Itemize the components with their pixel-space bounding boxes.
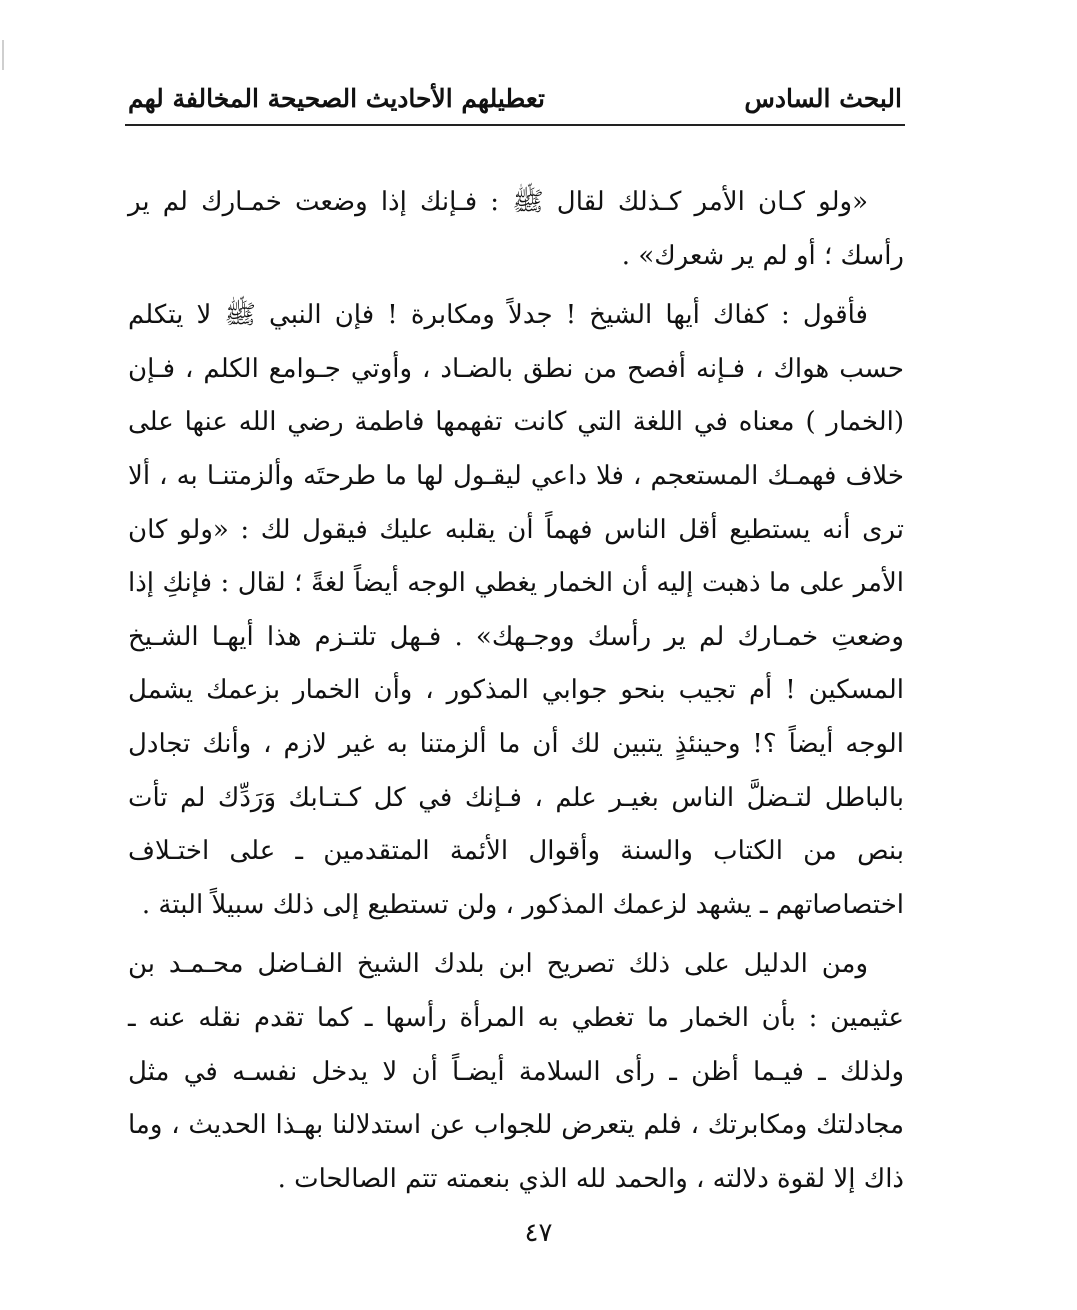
header-divider: [125, 124, 905, 126]
scan-margin-mark: [2, 40, 4, 70]
page-number: ٤٧: [524, 1218, 553, 1248]
paragraph-response: فأقول : كفاك أيها الشيخ ! جدلاً ومكابرة ! فإن النبي ﷺ لا يتكلم حسب هواك ، فـإنه أفصح من نطق بالضـاد ، وأوتي جـوامع الكلم ، فـإن (الخمار ) معناه في اللغة التي كانت تفهمها فاطمة رضي الله عنها على خلاف فهمـك المستعجم ، فلا داعي ليقـول لها ما طرحتَه وألزمتنـا به ، ألا ترى أنه يستطيع أقل الناس فهماً أن يقلبه عليك فيقول لك : «ولو كان الأمر على ما ذهبت إليه أن الخمار يغطي الوجه أيضاً لغةً ؛ لقال : فإنكِ إذا وضعتِ خمـارك لم ير رأسك ووجـهك» . فـهل تلتـزم هذا أيهـا الشـيخ المسكين ! أم تجيب بنحو جوابي المذكور ، وأن الخمار بزعمك يشمل الوجه أيضاً ؟! وحينئذٍ يتبين لك أن ما ألزمتنا به غير لازم ، وأنك تجادل بالباطل لتـضلَّ الناس بغيـر علم ، فـإنك في كل كـتـابك وَرَدِّك لم تأت بنص من الكتاب والسنة وأقوال الأئمة المتقدمين ـ على اختـلاف اختصاصاتهم ـ يشهد لزعمك المذكور ، ولن تستطيع إلى ذلك سبيلاً البتة .: [128, 300, 905, 920]
paragraph-quote: «ولو كـان الأمر كـذلك لقال ﷺ : فـإنك إذا وضعت خمـارك لم ير رأسك ؛ أو لم ير شعرك» .: [128, 187, 904, 271]
chapter-title: تعطيلهم الأحاديث الصحيحة المخالفة لهم: [128, 84, 545, 113]
main-text: [128, 176, 904, 1212]
section-heading: البحث السادس: [744, 84, 902, 113]
running-header: [128, 80, 902, 120]
paragraph-evidence: ومن الدليل على ذلك تصريح ابن بلدك الشيخ الفـاضل محـمـد بن عثيمين : بأن الخمار ما تغطي به المرأة رأسها ـ كما تقدم نقله عنه ـ ولذلك ـ فيـما أظن ـ رأى السلامة أيضـاً أن لا يدخل نفسـه في مثل مجادلتك ومكابرتك ، فلم يتعرض للجواب عن استدلالنا بهـذا الحديث ، وما ذاك إلا لقوة دلالته ، والحمد لله الذي بنعمته تتم الصالحات .: [128, 949, 905, 1194]
